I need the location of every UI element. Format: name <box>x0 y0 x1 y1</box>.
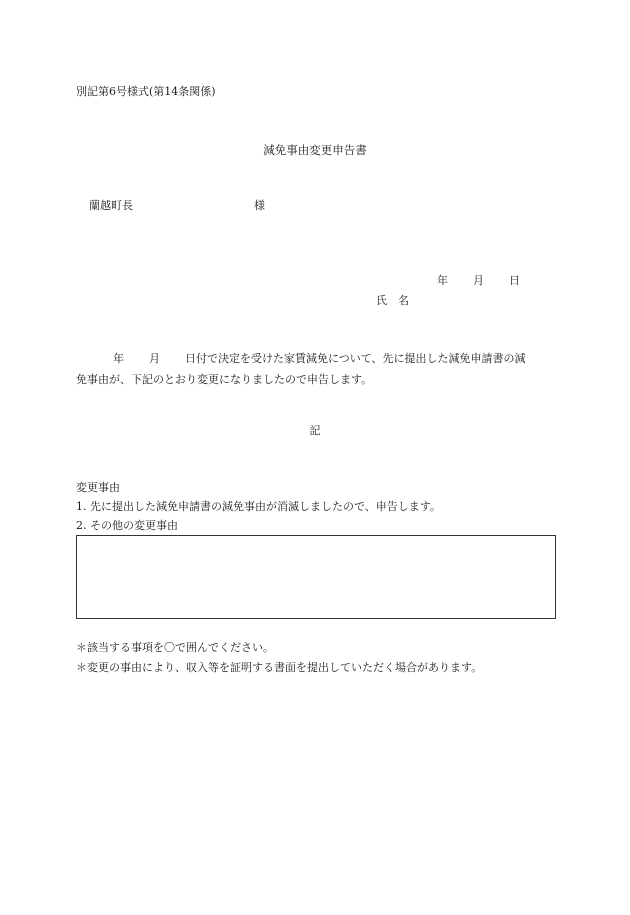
body-paragraph <box>76 348 558 390</box>
reason-item-2: 2. その他の変更事由 <box>76 519 178 532</box>
note-proof-documents: ＊変更の事由により、収入等を証明する書面を提出していただく場合があります。 <box>76 661 483 674</box>
date-day-label: 日 <box>509 274 520 287</box>
body-line2: 免事由が、下記のとおり変更になりましたので申告します。 <box>76 373 373 386</box>
date-fields <box>437 274 520 288</box>
document-title: 減免事由変更申告書 <box>263 143 367 157</box>
body-year-label: 年 <box>113 352 124 365</box>
note-circle-item: ＊該当する事項を〇で囲んでください。 <box>76 641 274 654</box>
body-month-label: 月 <box>149 352 160 365</box>
addressee-name: 蘭越町長 <box>89 199 133 212</box>
form-number: 別記第6号様式(第14条関係) <box>76 85 216 98</box>
date-year-label: 年 <box>437 274 448 287</box>
body-line1: 日付で決定を受けた家賃減免について、先に提出した減免申請書の減 <box>185 352 526 365</box>
applicant-name-label: 氏 名 <box>376 294 409 307</box>
ki-heading: 記 <box>309 424 321 437</box>
change-reason-heading: 変更事由 <box>76 481 120 494</box>
addressee-suffix: 様 <box>254 199 265 212</box>
date-month-label: 月 <box>473 274 484 287</box>
other-reason-box[interactable] <box>76 535 556 619</box>
reason-item-1: 1. 先に提出した減免申請書の減免事由が消滅しましたので、申告します。 <box>76 500 441 513</box>
